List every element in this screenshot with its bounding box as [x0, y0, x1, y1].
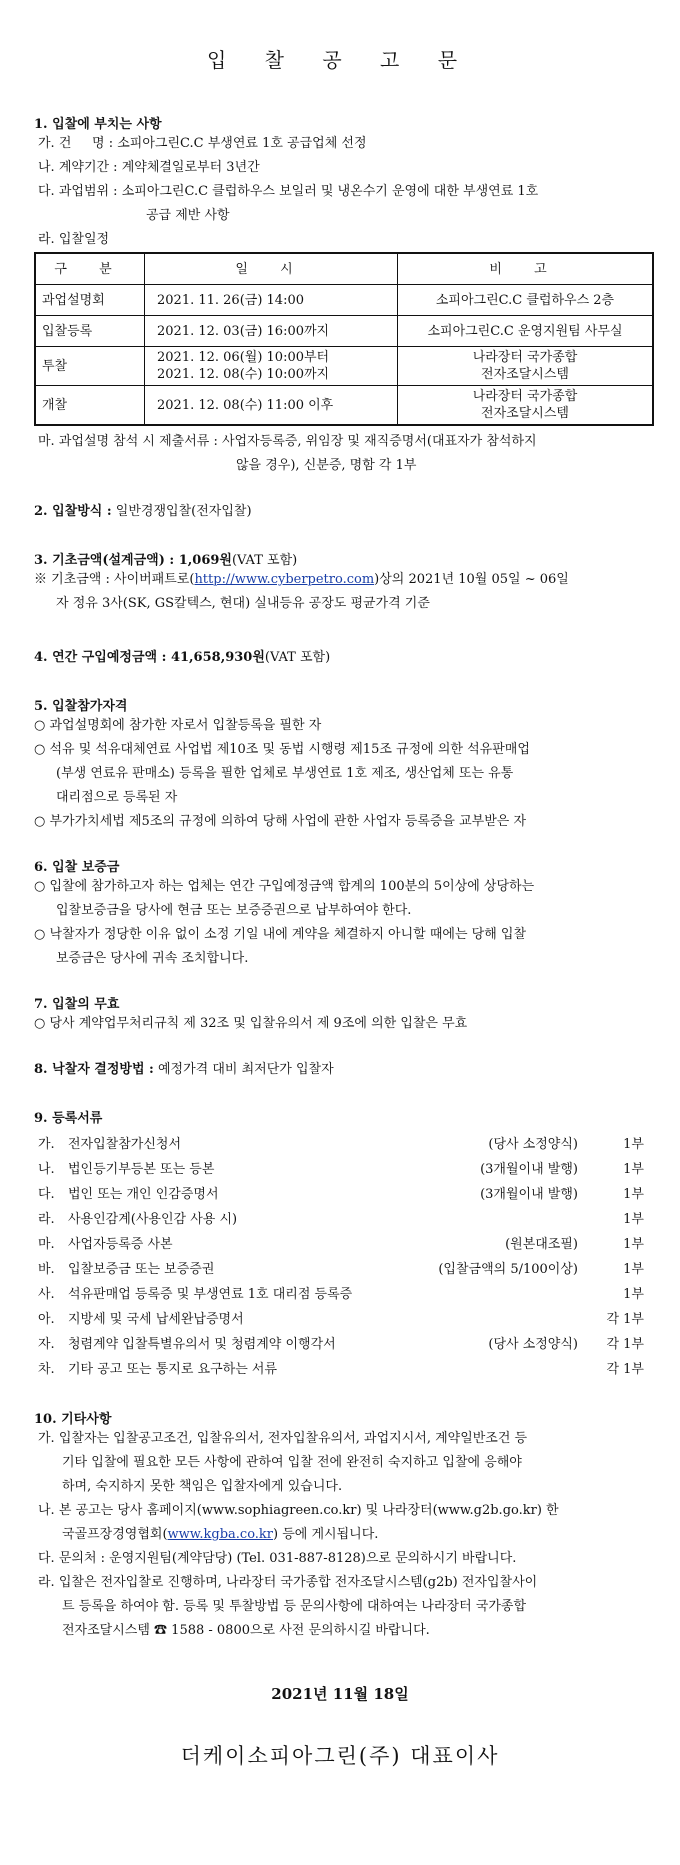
bullet-item: ○ 과업설명회에 참가한 자로서 입찰등록을 필한 자	[34, 718, 322, 733]
table-header: 일 시	[145, 253, 398, 285]
doc-note: (원본대조필)	[505, 1237, 578, 1252]
misc-item-cont	[62, 1523, 680, 1547]
table-row	[35, 316, 653, 347]
schedule-table	[34, 252, 654, 426]
section-text: 예정가격 대비 최저단가 입찰자	[153, 1062, 334, 1077]
section-6	[0, 856, 680, 971]
section-8	[0, 1058, 680, 1077]
doc-label: 사.	[38, 1287, 55, 1302]
doc-note: (3개월이내 발행)	[480, 1162, 578, 1177]
misc-item: 나. 본 공고는 당사 홈페이지(www.sophiagreen.co.kr) 및 나라장터(www.g2b.go.kr) 한	[38, 1503, 559, 1518]
doc-note	[398, 1282, 578, 1307]
item-name: 가. 건 명 : 소피아그린C.C 부생연료 1호 공급업체 선정	[38, 136, 367, 151]
row-label: 입찰등록	[35, 316, 145, 347]
section-10	[0, 1408, 680, 1643]
cyberpetro-link[interactable]: http://www.cyberpetro.com	[194, 572, 375, 587]
doc-qty: 1부	[623, 1212, 644, 1227]
list-item	[38, 1157, 648, 1182]
doc-name: 사용인감계(사용인감 사용 시)	[68, 1212, 238, 1227]
list-item	[38, 1332, 648, 1357]
signature: 더케이소피아그린(주) 대표이사	[180, 1744, 500, 1768]
bullet-item-cont: 입찰보증금을 당사에 현금 또는 보증증권으로 납부하여야 한다.	[56, 903, 412, 918]
doc-name: 전자입찰참가신청서	[68, 1137, 182, 1152]
bullet-item: ○ 입찰에 참가하고자 하는 업체는 연간 구입예정금액 합계의 100분의 5이상에 상당하는	[34, 879, 535, 894]
misc-item-cont: 트 등록을 하여야 함. 등록 및 투찰방법 등 문의사항에 대하여는 나라장터 국가종합	[62, 1599, 527, 1614]
doc-label: 가.	[38, 1137, 55, 1152]
doc-label: 바.	[38, 1262, 55, 1277]
doc-name: 기타 공고 또는 통지로 요구하는 서류	[68, 1362, 278, 1377]
doc-label: 나.	[38, 1162, 55, 1177]
list-item	[38, 1307, 648, 1332]
base-price-note-cont: 자 정유 3사(SK, GS칼텍스, 현대) 실내등유 공장도 평균가격 기준	[56, 596, 430, 611]
section-heading: 9. 등록서류	[34, 1111, 103, 1126]
doc-label: 차.	[38, 1362, 55, 1377]
section-text: 일반경쟁입찰(전자입찰)	[111, 504, 252, 519]
row-note-line: 전자조달시스템	[481, 367, 569, 382]
doc-name: 사업자등록증 사본	[68, 1237, 173, 1252]
doc-note: (당사 소정양식)	[488, 1137, 578, 1152]
section-heading: 2. 입찰방식 :	[34, 504, 112, 519]
doc-label: 라.	[38, 1212, 55, 1227]
section-heading: 7. 입찰의 무효	[34, 997, 120, 1012]
note-mid: )상의 2021년 10월 05일 ~ 06일	[374, 572, 569, 587]
vat-note: (VAT 포함)	[231, 553, 298, 568]
section-5	[0, 695, 680, 834]
table-header: 구 분	[35, 253, 145, 285]
text-prefix: 국골프장경영협회(	[62, 1527, 168, 1542]
doc-name: 청렴계약 입찰특별유의서 및 청렴계약 이행각서	[68, 1337, 336, 1352]
section-2	[0, 500, 680, 519]
doc-qty: 1부	[623, 1287, 644, 1302]
doc-note: (당사 소정양식)	[488, 1337, 578, 1352]
table-row	[35, 386, 653, 426]
item-scope: 다. 과업범위 : 소피아그린C.C 클럽하우스 보일러 및 냉온수기 운영에 대한 부생연료 1호	[38, 184, 539, 199]
doc-qty: 1부	[623, 1237, 644, 1252]
row-note-line: 나라장터 국가종합	[472, 389, 578, 404]
section-heading: 8. 낙찰자 결정방법 :	[34, 1062, 154, 1077]
misc-item: 가. 입찰자는 입찰공고조건, 입찰유의서, 전자입찰유의서, 과업지시서, 계약일반조건 등	[38, 1431, 528, 1446]
row-label: 투찰	[35, 347, 145, 386]
item-docs: 마. 과업설명 참석 시 제출서류 : 사업자등록증, 위임장 및 재직증명서(대표자가 참석하지	[38, 434, 537, 449]
section-heading: 4. 연간 구입예정금액 : 41,658,930원	[34, 650, 265, 665]
page-title: 입 찰 공 고 문	[206, 48, 474, 72]
doc-name: 법인등기부등본 또는 등본	[68, 1162, 215, 1177]
section-4	[0, 646, 680, 665]
text-suffix: ) 등에 게시됩니다.	[273, 1527, 379, 1542]
list-item	[38, 1257, 648, 1282]
section-heading: 3. 기초금액(설계금액) : 1,069원	[34, 553, 232, 568]
item-scope-cont: 공급 제반 사항	[146, 208, 230, 223]
row-note	[398, 386, 654, 426]
section-heading: 10. 기타사항	[34, 1412, 112, 1427]
row-note-line: 나라장터 국가종합	[472, 350, 578, 365]
doc-note: (입찰금액의 5/100이상)	[438, 1262, 578, 1277]
row-date: 2021. 11. 26(금) 14:00	[145, 285, 398, 316]
section-1	[0, 113, 680, 478]
doc-note	[398, 1207, 578, 1232]
notice-date: 2021년 11월 18일	[271, 1685, 409, 1703]
doc-name: 지방세 및 국세 납세완납증명서	[68, 1312, 244, 1327]
section-heading: 5. 입찰참가자격	[34, 699, 128, 714]
doc-note	[398, 1357, 578, 1382]
note-prefix: ※ 기초금액 : 사이버패트로(	[34, 572, 195, 587]
bullet-item: ○ 낙찰자가 정당한 이유 없이 소정 기일 내에 계약을 체결하지 아니할 때에는 당해 입찰	[34, 927, 527, 942]
list-item	[38, 1232, 648, 1257]
doc-label: 다.	[38, 1187, 55, 1202]
row-note: 소피아그린C.C 운영지원팀 사무실	[398, 316, 654, 347]
section-3	[0, 549, 680, 616]
doc-note: (3개월이내 발행)	[480, 1187, 578, 1202]
doc-note	[398, 1307, 578, 1332]
doc-qty: 각 1부	[606, 1312, 644, 1327]
doc-qty: 1부	[623, 1137, 644, 1152]
table-header-row	[35, 253, 653, 285]
doc-label: 자.	[38, 1337, 55, 1352]
item-period: 나. 계약기간 : 계약체결일로부터 3년간	[38, 160, 260, 175]
list-item	[38, 1207, 648, 1232]
doc-name: 석유판매업 등록증 및 부생연료 1호 대리점 등록증	[68, 1287, 353, 1302]
doc-name: 입찰보증금 또는 보증증권	[68, 1262, 215, 1277]
bullet-item: ○ 당사 계약업무처리규칙 제 32조 및 입찰유의서 제 9조에 의한 입찰은 무효	[34, 1016, 468, 1031]
document-list	[38, 1132, 648, 1382]
misc-item: 다. 문의처 : 운영지원팀(계약담당) (Tel. 031-887-8128)으로 문의하시기 바랍니다.	[38, 1551, 517, 1566]
table-header: 비 고	[398, 253, 654, 285]
doc-qty: 각 1부	[606, 1337, 644, 1352]
row-label: 과업설명회	[35, 285, 145, 316]
misc-item-cont: 하며, 숙지하지 못한 책임은 입찰자에게 있습니다.	[62, 1479, 343, 1494]
section-7	[0, 993, 680, 1036]
misc-item: 라. 입찰은 전자입찰로 진행하며, 나라장터 국가종합 전자조달시스템(g2b) 전자입찰사이	[38, 1575, 538, 1590]
item-schedule: 라. 입찰일정	[38, 232, 110, 247]
row-label: 개찰	[35, 386, 145, 426]
base-price-note	[34, 568, 680, 592]
row-note: 소피아그린C.C 클럽하우스 2층	[398, 285, 654, 316]
kgba-link[interactable]: www.kgba.co.kr	[167, 1527, 274, 1542]
bullet-item: ○ 석유 및 석유대체연료 사업법 제10조 및 동법 시행령 제15조 규정에 의한 석유판매업	[34, 742, 530, 757]
bullet-item-cont: 보증금은 당사에 귀속 조치합니다.	[56, 951, 249, 966]
row-date-line: 2021. 12. 06(월) 10:00부터	[157, 350, 330, 365]
section-heading: 6. 입찰 보증금	[34, 860, 120, 875]
row-date-line: 2021. 12. 08(수) 10:00까지	[157, 367, 330, 382]
section-9	[0, 1107, 680, 1382]
row-date	[145, 347, 398, 386]
list-item	[38, 1357, 648, 1382]
list-item	[38, 1132, 648, 1157]
row-note-line: 전자조달시스템	[481, 406, 569, 421]
bullet-item: ○ 부가가치세법 제5조의 규정에 의하여 당해 사업에 관한 사업자 등록증을 교부받은 자	[34, 814, 527, 829]
doc-name: 법인 또는 개인 인감증명서	[68, 1187, 219, 1202]
bullet-item-cont: 대리점으로 등록된 자	[56, 790, 178, 805]
vat-note: (VAT 포함)	[264, 650, 331, 665]
doc-qty: 1부	[623, 1187, 644, 1202]
misc-item-cont: 기타 입찰에 필요한 모든 사항에 관하여 입찰 전에 완전히 숙지하고 입찰에 응해야	[62, 1455, 522, 1470]
list-item	[38, 1182, 648, 1207]
doc-qty: 각 1부	[606, 1362, 644, 1377]
misc-item-cont: 전자조달시스템 ☎ 1588 - 0800으로 사전 문의하시길 바랍니다.	[62, 1623, 430, 1638]
row-date: 2021. 12. 08(수) 11:00 이후	[145, 386, 398, 426]
doc-qty: 1부	[623, 1262, 644, 1277]
row-date: 2021. 12. 03(금) 16:00까지	[145, 316, 398, 347]
table-row	[35, 347, 653, 386]
section-heading: 1. 입찰에 부치는 사항	[34, 117, 162, 132]
doc-label: 마.	[38, 1237, 55, 1252]
item-docs-cont: 않을 경우), 신분증, 명함 각 1부	[236, 458, 417, 473]
list-item	[38, 1282, 648, 1307]
row-note	[398, 347, 654, 386]
doc-label: 아.	[38, 1312, 55, 1327]
table-row	[35, 285, 653, 316]
bullet-item-cont: (부생 연료유 판매소) 등록을 필한 업체로 부생연료 1호 제조, 생산업체 또는 유통	[56, 766, 514, 781]
doc-qty: 1부	[623, 1162, 644, 1177]
